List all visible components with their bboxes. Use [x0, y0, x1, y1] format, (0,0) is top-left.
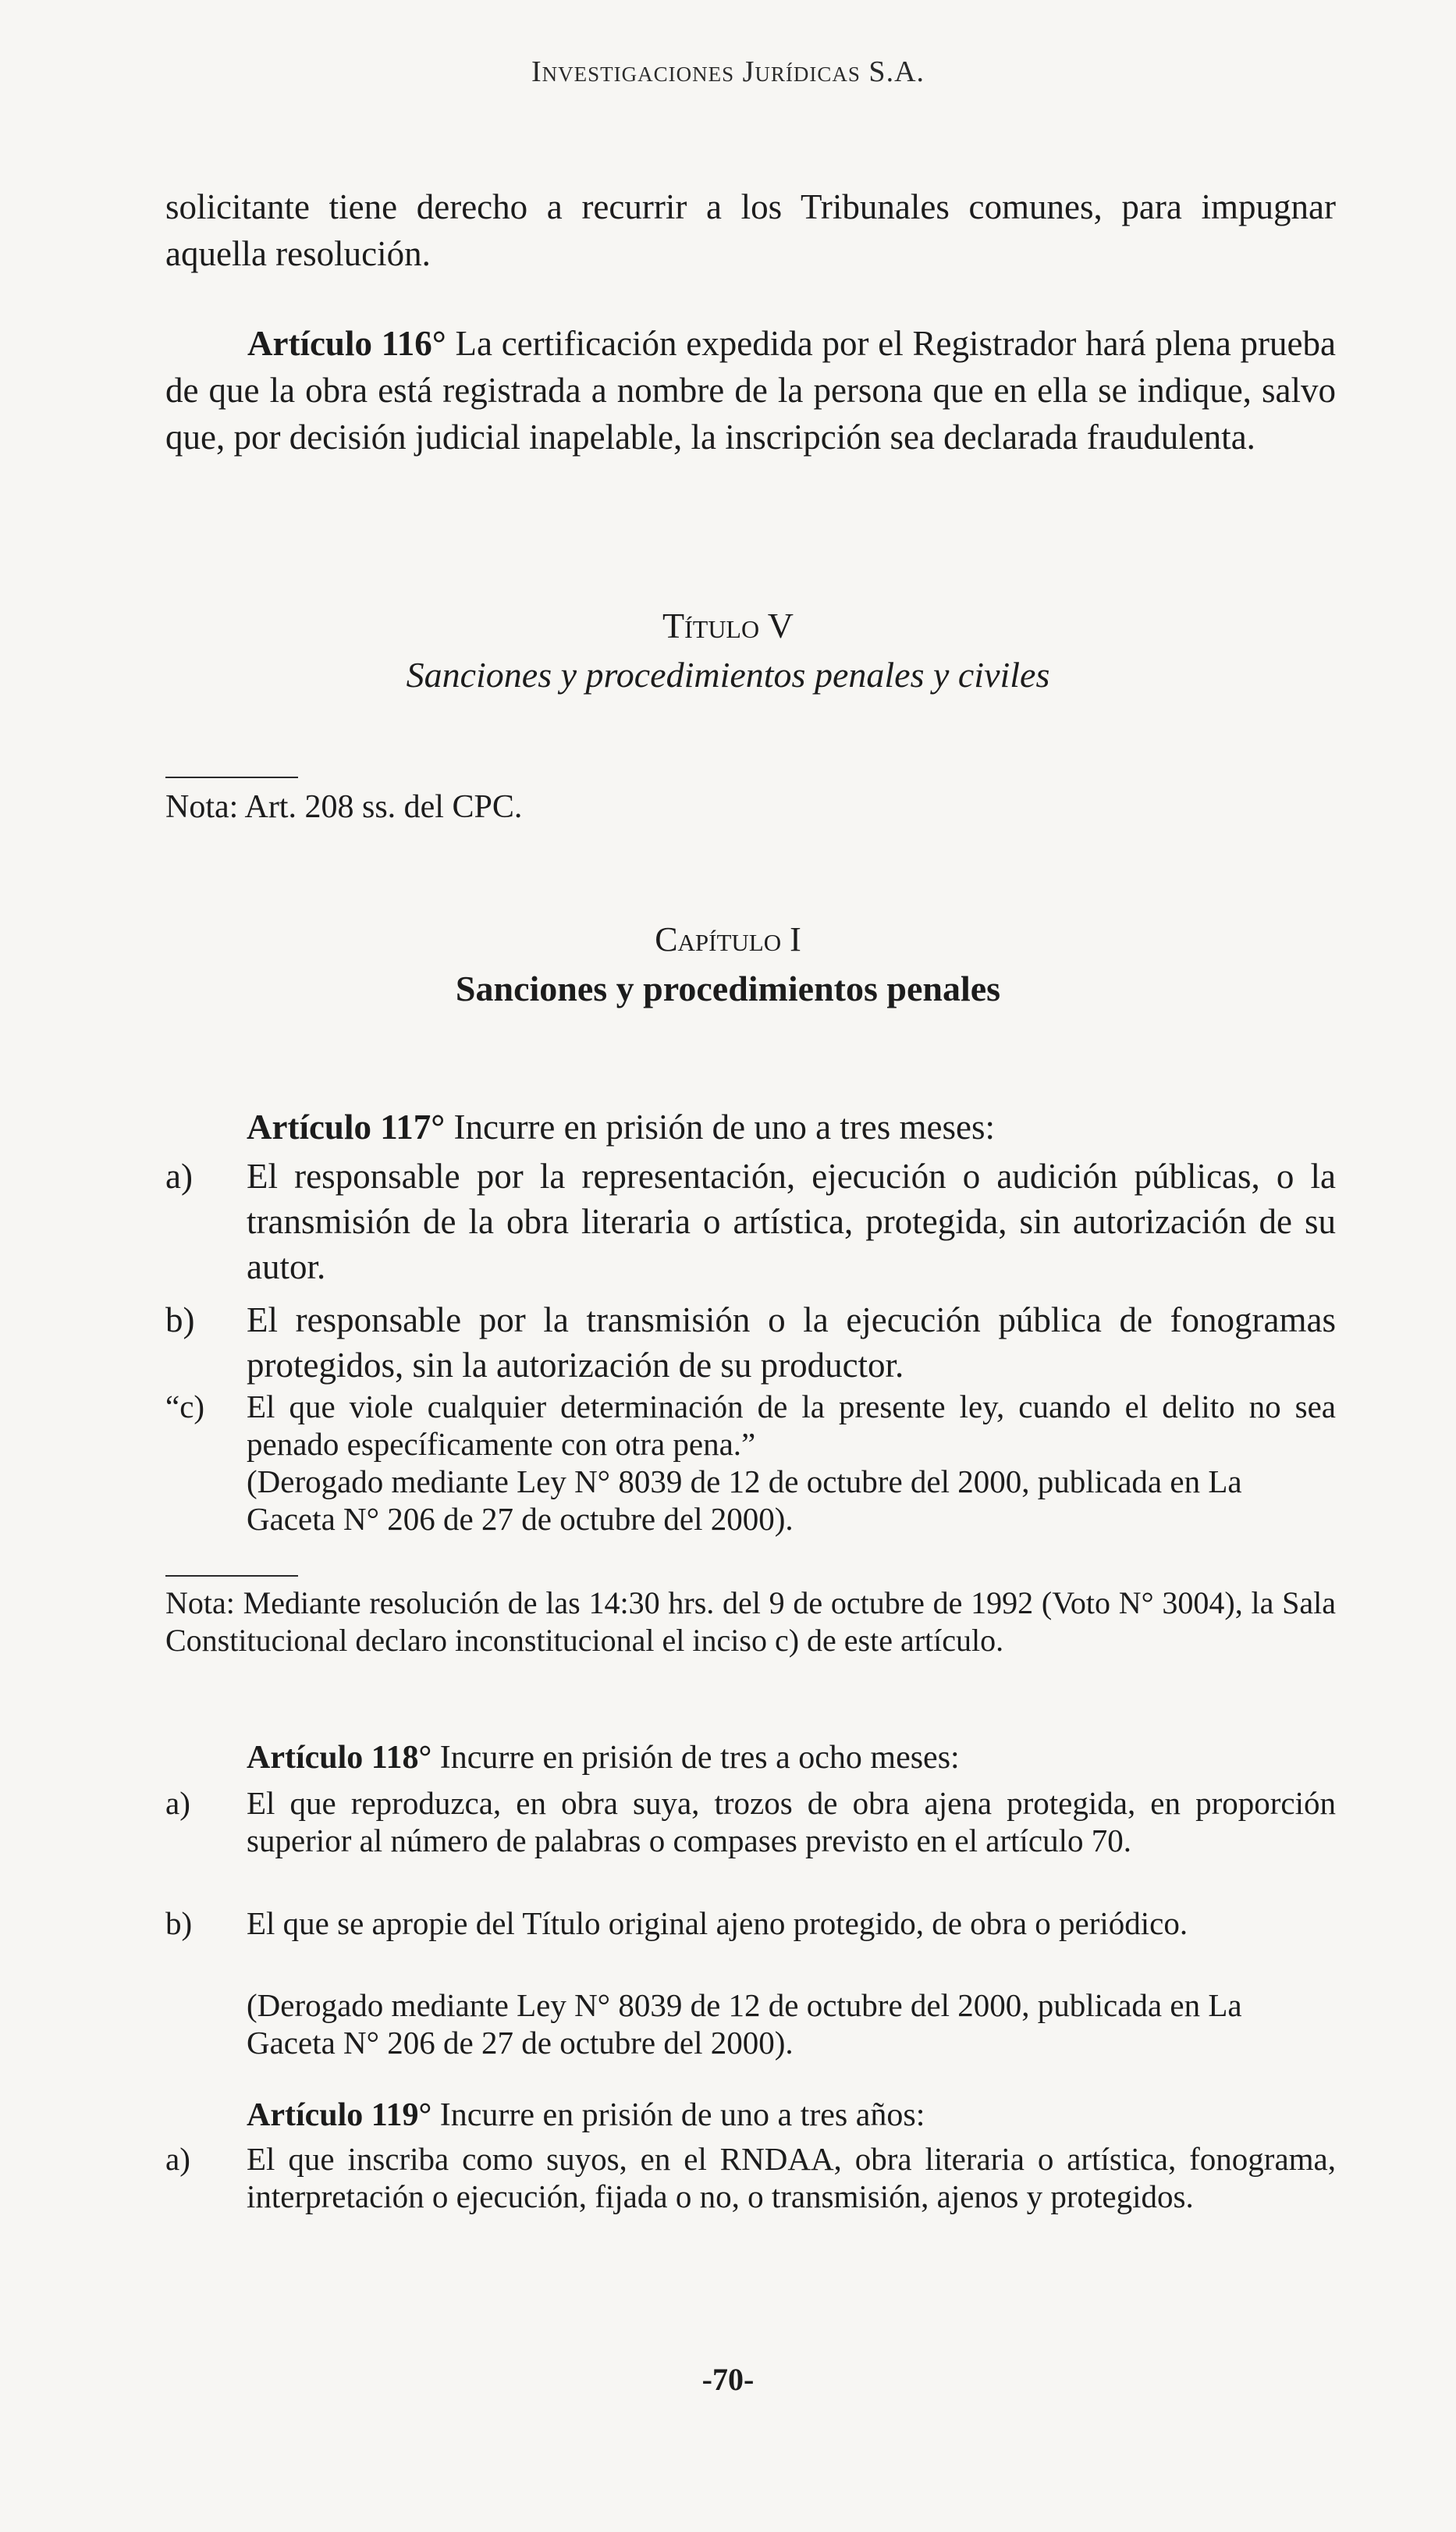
capitulo-label: Capítulo I — [655, 920, 801, 958]
note-divider — [165, 1575, 298, 1577]
article-116-text: La certificación expedida por el Registrador hará plena prueba de que la obra está registrada a nombre de la persona que en ella se indique, salvo que, por decisión judicial inapelable, la inscripción sea declarada fraudulenta. — [165, 324, 1336, 457]
article-117 — [247, 1107, 995, 1147]
article-118 — [247, 1739, 960, 1776]
note-cpc: Nota: Art. 208 ss. del CPC. — [165, 789, 523, 825]
article-116-heading: Artículo 116° — [247, 324, 446, 363]
item-label: b) — [165, 1905, 193, 1941]
titulo-subtitle: Sanciones y procedimientos penales y civiles — [406, 655, 1050, 695]
article-118-text: Incurre en prisión de tres a ocho meses: — [431, 1740, 960, 1776]
titulo-label: Título V — [662, 606, 794, 645]
article-117-heading: Artículo 117° — [247, 1108, 446, 1147]
item-text: El que reproduzca, en obra suya, trozos de obra ajena protegida, en proporción superior al número de palabras o compases previsto en el artículo 70. — [247, 1785, 1336, 1858]
article-118-derogado: (Derogado mediante Ley N° 8039 de 12 de octubre del 2000, publicada en La Gaceta N° 206 de 27 de octubre del 2000). — [247, 1987, 1242, 2061]
item-label: a) — [165, 1157, 193, 1196]
article-119-text: Incurre en prisión de uno a tres años: — [431, 2097, 925, 2133]
intro-paragraph: solicitante tiene derecho a recurrir a los Tribunales comunes, para impugnar aquella resolución. — [165, 187, 1336, 273]
note-divider — [165, 777, 298, 778]
item-label: a) — [165, 1785, 190, 1821]
item-label: a) — [165, 2141, 190, 2177]
running-header: Investigaciones Jurídicas S.A. — [531, 55, 925, 88]
item-text: El que inscriba como suyos, en el RNDAA, obra literaria o artística, fonograma, interpretación o ejecución, fijada o no, o transmisión, ajenos y protegidos. — [247, 2141, 1336, 2214]
note-sala-constitucional: Nota: Mediante resolución de las 14:30 hrs. del 9 de octubre de 1992 (Voto N° 3004), la Sala Constitucional declaro inconstitucional el inciso c) de este artículo. — [165, 1585, 1336, 1658]
article-118-heading: Artículo 118° — [247, 1740, 432, 1776]
item-label: “c) — [165, 1389, 205, 1424]
page-number: -70- — [701, 2362, 755, 2397]
item-text: El que se apropie del Título original ajeno protegido, de obra o periódico. — [247, 1905, 1188, 1941]
article-119-heading: Artículo 119° — [247, 2097, 432, 2133]
item-label: b) — [165, 1300, 195, 1339]
article-117-text: Incurre en prisión de uno a tres meses: — [445, 1108, 996, 1147]
item-text: El responsable por la representación, ejecución o audición públicas, o la transmisión de la obra literaria o artística, protegida, sin autorización de su autor. — [247, 1157, 1336, 1286]
item-text: El responsable por la transmisión o la ejecución pública de fonogramas protegidos, sin la autorización de su productor. — [247, 1300, 1336, 1385]
article-117-derogado: (Derogado mediante Ley N° 8039 de 12 de octubre del 2000, publicada en La Gaceta N° 206 de 27 de octubre del 2000). — [247, 1463, 1242, 1537]
item-text: El que viole cualquier determinación de la presente ley, cuando el delito no sea penado específicamente con otra pena.” — [247, 1389, 1336, 1462]
article-116 — [165, 320, 1336, 461]
article-119 — [247, 2096, 925, 2134]
capitulo-title: Sanciones y procedimientos penales — [455, 969, 1001, 1008]
